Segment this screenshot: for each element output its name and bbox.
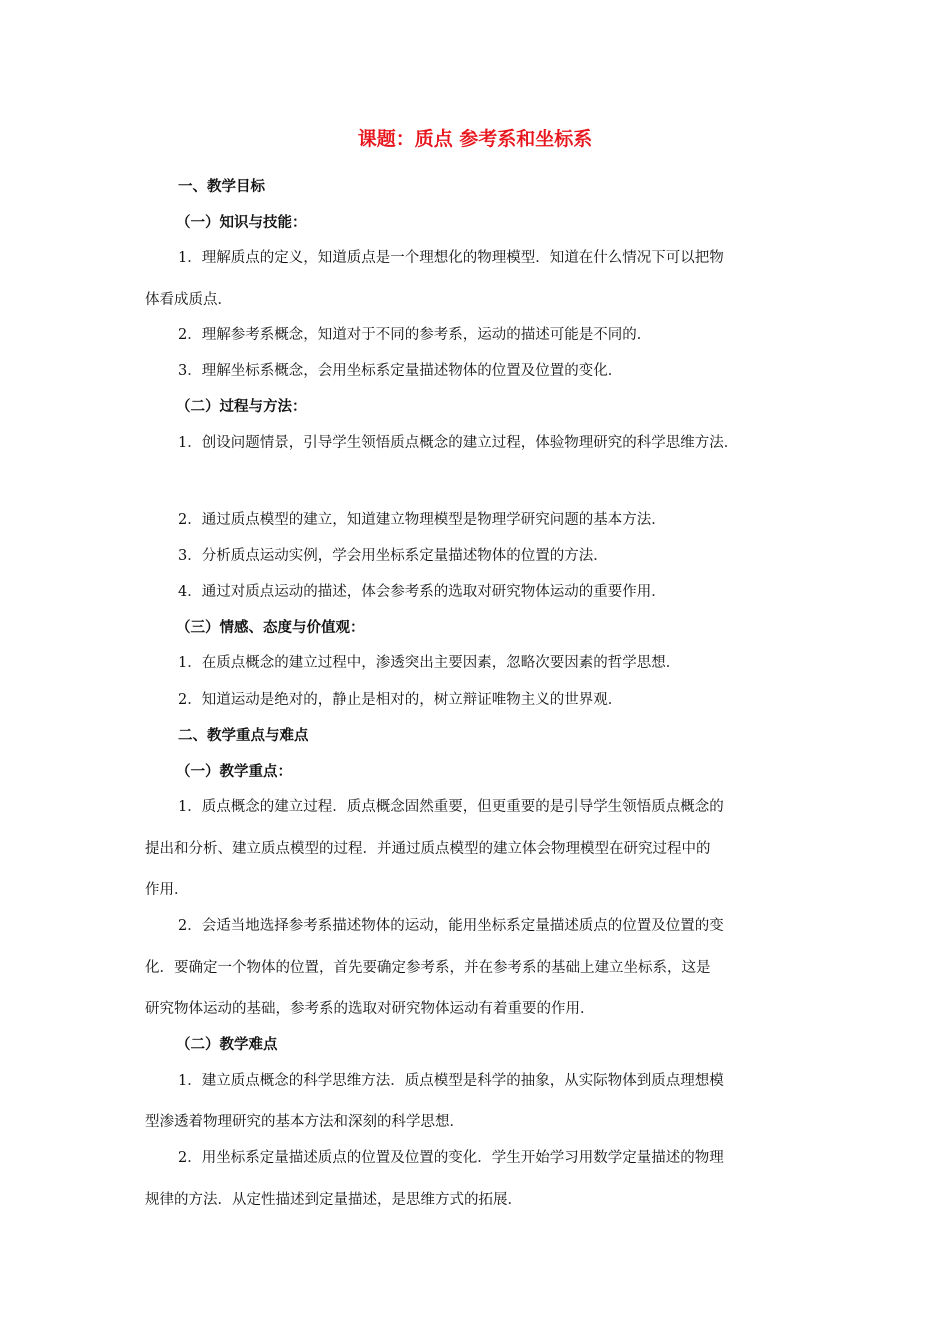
subheading-process-methods: （二）过程与方法： [176, 399, 307, 415]
paragraph-line: 2．通过质点模型的建立，知道建立物理模型是物理学研究问题的基本方法． [178, 512, 666, 528]
paragraph-line: 1．建立质点概念的科学思维方法．质点模型是科学的抽象，从实际物体到质点理想模 [178, 1073, 724, 1089]
paragraph-line: 2．知道运动是绝对的，静止是相对的，树立辩证唯物主义的世界观． [178, 692, 623, 708]
paragraph-line: 化．要确定一个物体的位置，首先要确定参考系，并在参考系的基础上建立坐标系，这是 [145, 960, 711, 976]
paragraph-line: 1．创设问题情景，引导学生领悟质点概念的建立过程，体验物理研究的科学思维方法． [178, 435, 739, 451]
paragraph-line: 2．会适当地选择参考系描述物体的运动，能用坐标系定量描述质点的位置及位置的变 [178, 918, 724, 934]
paragraph-line: 1．在质点概念的建立过程中，渗透突出主要因素，忽略次要因素的哲学思想． [178, 655, 681, 671]
paragraph-line: 4．通过对质点运动的描述，体会参考系的选取对研究物体运动的重要作用． [178, 584, 666, 600]
paragraph-line: 1．质点概念的建立过程．质点概念固然重要，但更重要的是引导学生领悟质点概念的 [178, 799, 724, 815]
paragraph-line: 体看成质点． [145, 292, 232, 308]
paragraph-line: 型渗透着物理研究的基本方法和深刻的科学思想． [145, 1114, 464, 1130]
paragraph-line: 作用． [145, 882, 189, 898]
paragraph-line: 提出和分析、建立质点模型的过程．并通过质点模型的建立体会物理模型在研究过程中的 [145, 841, 711, 857]
section-heading-teaching-objectives: 一、教学目标 [178, 179, 265, 195]
paragraph-line: 3．理解坐标系概念，会用坐标系定量描述物体的位置及位置的变化． [178, 363, 623, 379]
paragraph-line: 3．分析质点运动实例，学会用坐标系定量描述物体的位置的方法． [178, 548, 608, 564]
subheading-knowledge-skills: （一）知识与技能： [176, 215, 307, 231]
paragraph-line: 2．理解参考系概念，知道对于不同的参考系，运动的描述可能是不同的． [178, 327, 652, 343]
subheading-difficulties: （二）教学难点 [176, 1037, 278, 1053]
paragraph-line: 研究物体运动的基础，参考系的选取对研究物体运动有着重要的作用． [145, 1001, 595, 1017]
paragraph-line: 1．理解质点的定义，知道质点是一个理想化的物理模型．知道在什么情况下可以把物 [178, 250, 724, 266]
paragraph-line: 规律的方法．从定性描述到定量描述，是思维方式的拓展． [145, 1192, 522, 1208]
section-heading-key-points: 二、教学重点与难点 [178, 728, 309, 744]
subheading-key-points: （一）教学重点： [176, 764, 292, 780]
paragraph-line: 2．用坐标系定量描述质点的位置及位置的变化．学生开始学习用数学定量描述的物理 [178, 1150, 724, 1166]
subheading-emotion-values: （三）情感、态度与价值观： [176, 620, 365, 636]
document-title: 课题：质点 参考系和坐标系 [357, 128, 593, 150]
